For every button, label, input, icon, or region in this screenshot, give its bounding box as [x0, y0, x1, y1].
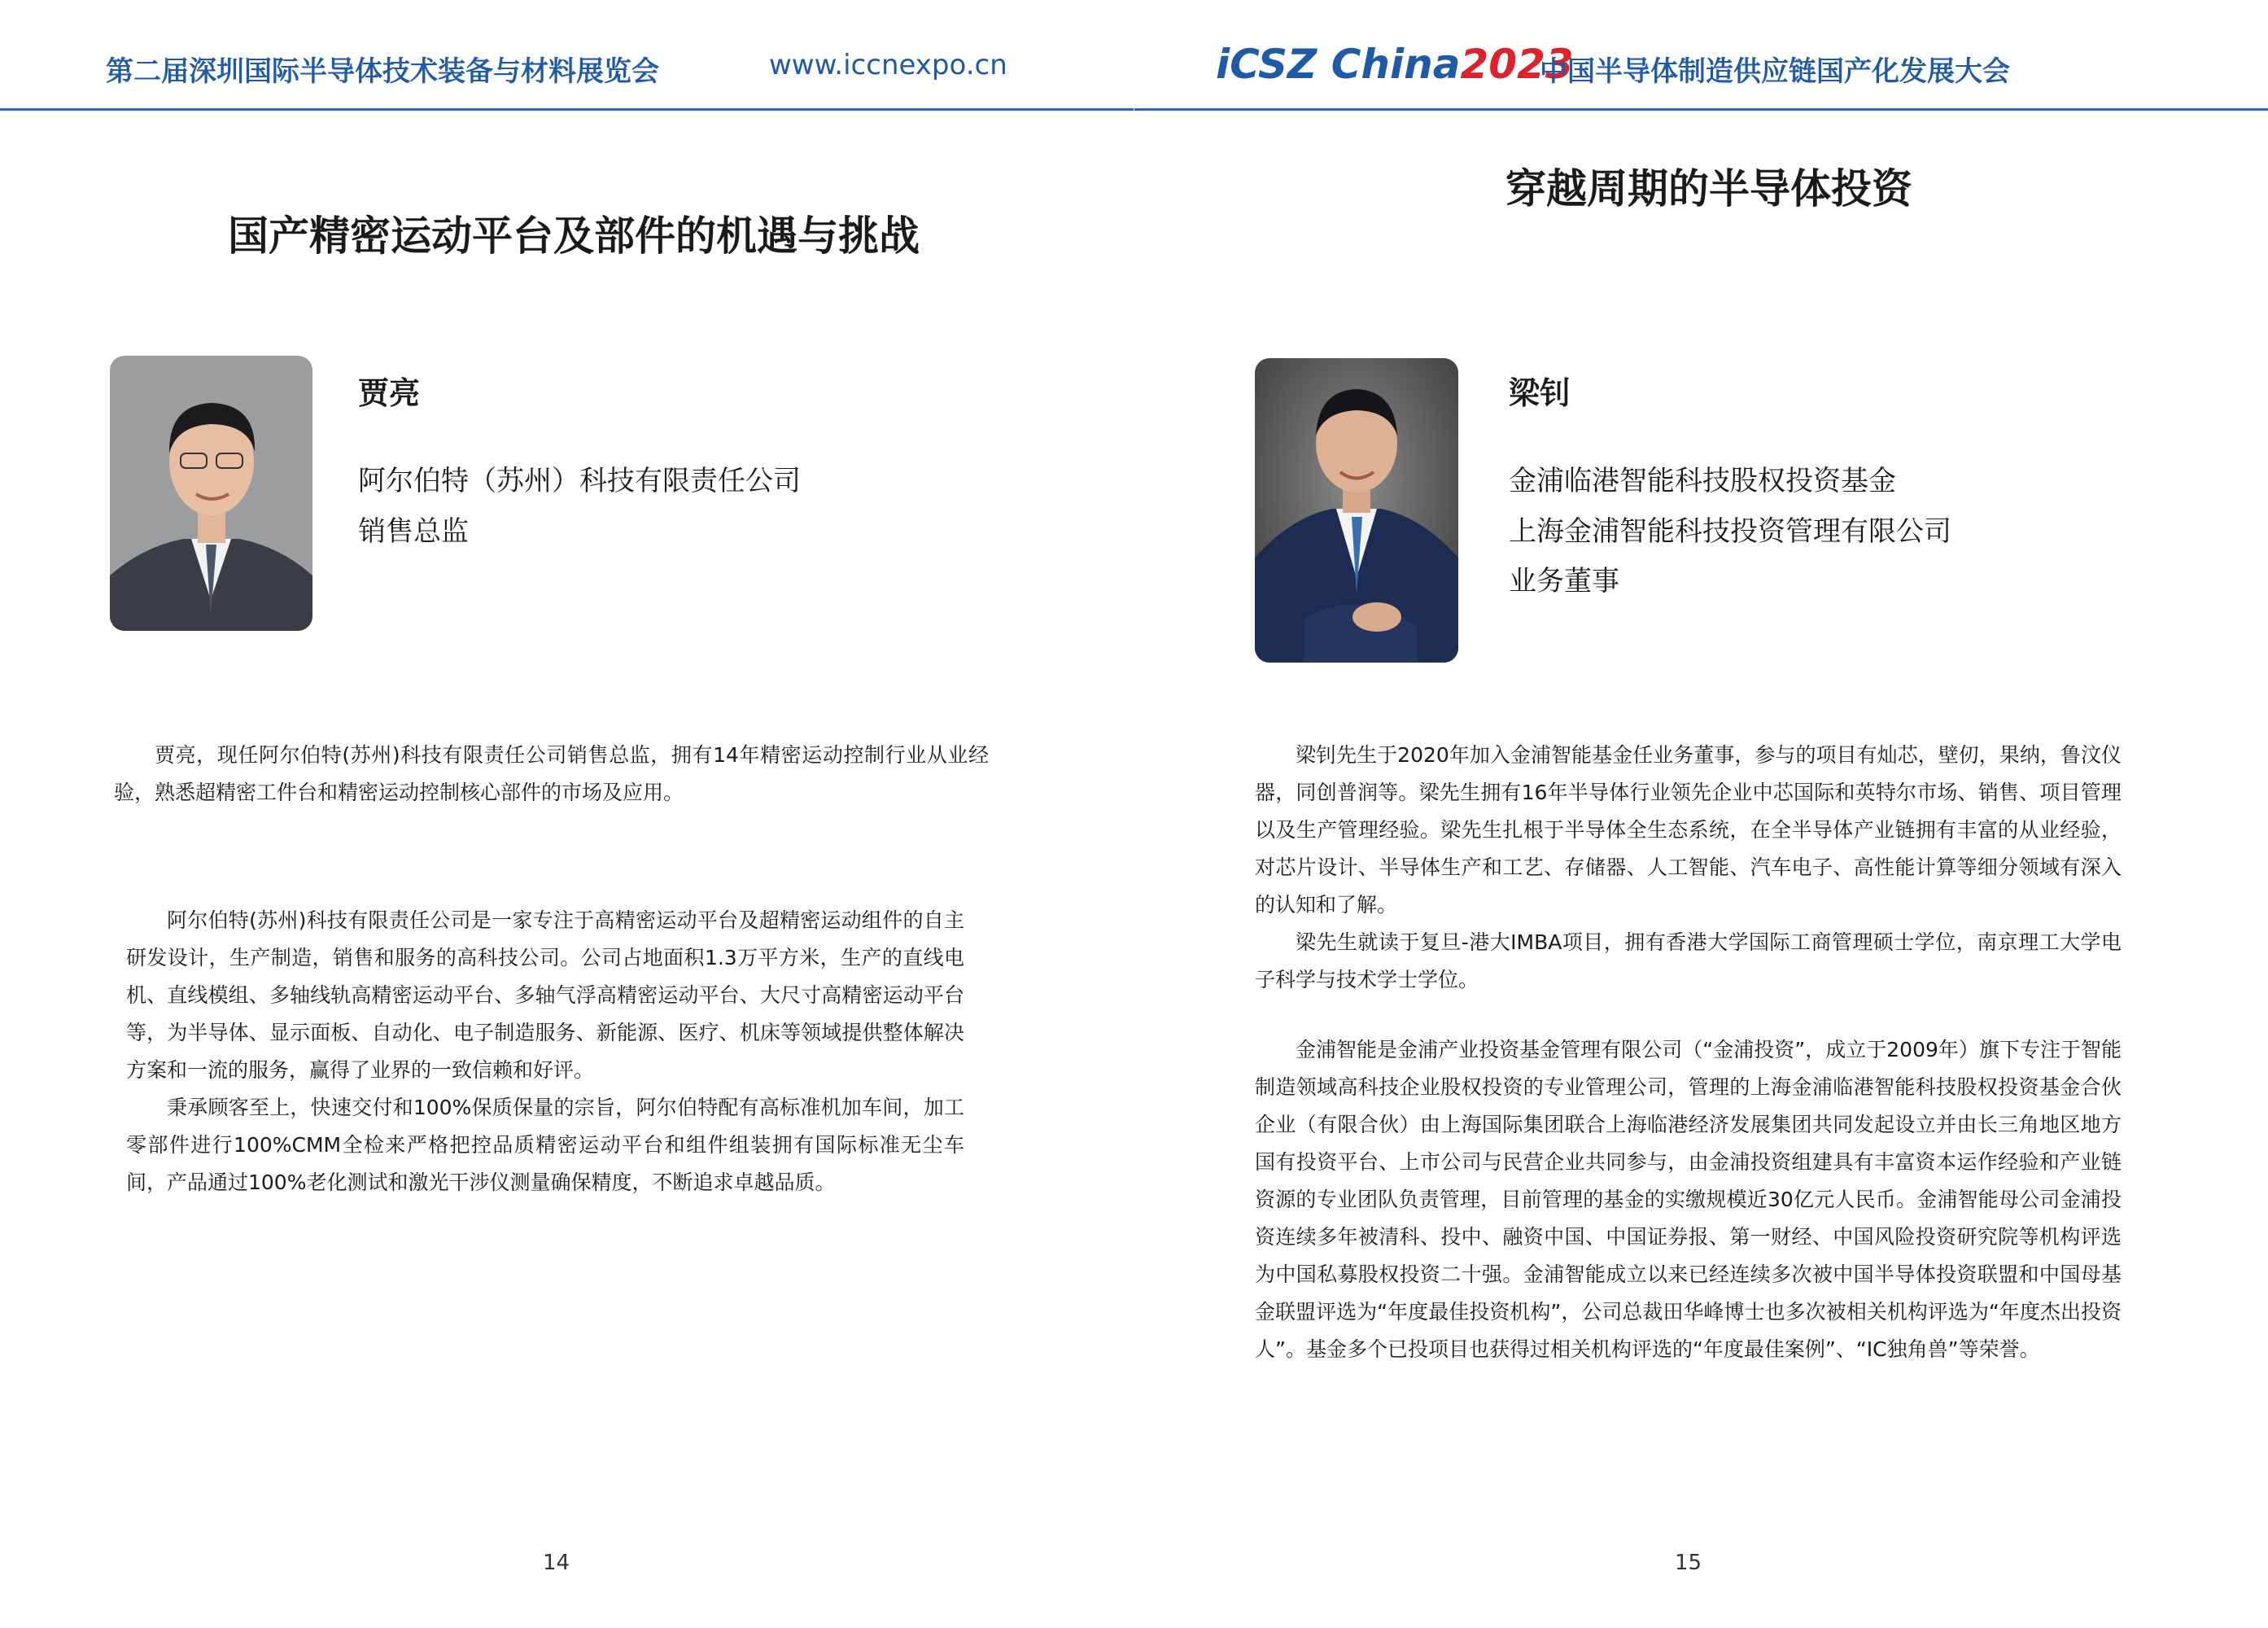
bio-paragraph: 贾亮，现任阿尔伯特(苏州)科技有限责任公司销售总监，拥有14年精密运动控制行业从业经验，熟悉超精密工件台和精密运动控制核心部件的市场及应用。 [114, 743, 989, 804]
speaker-org-1: 金浦临港智能科技股权投资基金 [1509, 465, 1896, 497]
speaker-photo [1255, 358, 1458, 663]
portrait-jia-liang [110, 356, 312, 631]
company-description [126, 902, 964, 1201]
speaker-bio [114, 737, 989, 812]
company-paragraph-1: 阿尔伯特(苏州)科技有限责任公司是一家专注于高精密运动平台及超精密运动组件的自主研发设计，生产制造，销售和服务的高科技公司。公司占地面积1.3万平方米，生产的直线电机、直线模组、多轴线轨高精密运动平台、多轴气浮高精密运动平台、大尺寸高精密运动平台等，为半导体、显示面板、自动化、电子制造服务、新能源、医疗、机床等领域提供整体解决方案和一流的服务，赢得了业界的一致信赖和好评。 [126, 908, 964, 1082]
speaker-company: 阿尔伯特（苏州）科技有限责任公司 [358, 465, 801, 497]
company-paragraph: 金浦智能是金浦产业投资基金管理有限公司（“金浦投资”，成立于2009年）旗下专注于智能制造领域高科技企业股权投资的专业管理公司，管理的上海金浦临港智能科技股权投资基金合伙企业（有限合伙）由上海国际集团联合上海临港经济发展集团共同发起设立并由长三角地区地方国有投资平台、上市公司与民营企业共同参与，由金浦投资组建具有丰富资本运作经验和产业链资源的专业团队负责管理，目前管理的基金的实缴规模近30亿元人民币。金浦智能母公司金浦投资连续多年被清科、投中、融资中国、中国证券报、第一财经、中国风险投资研究院等机构评选为中国私募股权投资二十强。金浦智能成立以来已经连续多次被中国半导体投资联盟和中国母基金联盟评选为“年度最佳投资机构”，公司总裁田华峰博士也多次被相关机构评选为“年度杰出投资人”。基金多个已投项目也获得过相关机构评选的“年度最佳案例”、“IC独角兽”等荣誉。 [1255, 1038, 2122, 1361]
page-number: 14 [543, 1551, 570, 1575]
page-title: 国产精密运动平台及部件的机遇与挑战 [228, 212, 920, 260]
company-description [1255, 1031, 2122, 1368]
speaker-photo [110, 356, 312, 631]
page-title: 穿越周期的半导体投资 [1505, 165, 1912, 212]
speaker-position: 销售总监 [358, 515, 469, 548]
speaker-name: 梁钊 [1509, 375, 1571, 411]
expo-name-header: 第二届深圳国际半导体技术装备与材料展览会 [106, 55, 659, 88]
speaker-position: 业务董事 [1509, 565, 1619, 597]
logo-year: 2023 [1460, 41, 1574, 88]
expo-url[interactable]: www.iccnexpo.cn [769, 49, 1007, 81]
header-divider [1134, 108, 2268, 111]
logo-text: iCSZ China [1216, 41, 1461, 88]
page-number: 15 [1675, 1551, 1702, 1575]
speaker-name: 贾亮 [358, 375, 421, 411]
speaker-bio [1255, 737, 2122, 999]
conference-name-header: 中国半导体制造供应链国产化发展大会 [1540, 55, 2010, 88]
speaker-org-2: 上海金浦智能科技投资管理有限公司 [1509, 515, 1951, 548]
company-paragraph-2: 秉承顾客至上，快速交付和100%保质保量的宗旨，阿尔伯特配有高标准机加车间，加工零部件进行100%CMM全检来严格把控品质精密运动平台和组件组装拥有国际标准无尘车间，产品通过100%老化测试和激光干涉仪测量确保精度，不断追求卓越品质。 [126, 1096, 964, 1194]
portrait-liang-zhao [1255, 358, 1458, 663]
bio-paragraph-1: 梁钊先生于2020年加入金浦智能基金任业务董事，参与的项目有灿芯，壁仞，果纳，鲁汶仪器，同创普润等。梁先生拥有16年半导体行业领先企业中芯国际和英特尔市场、销售、项目管理以及生产管理经验。梁先生扎根于半导体全生态系统，在全半导体产业链拥有丰富的从业经验，对芯片设计、半导体生产和工艺、存储器、人工智能、汽车电子、高性能计算等细分领域有深入的认知和了解。 [1255, 743, 2122, 917]
header-divider [0, 108, 1134, 111]
right-page [1134, 0, 2268, 1628]
conference-logo [1216, 41, 1574, 88]
bio-paragraph-2: 梁先生就读于复旦-港大IMBA项目，拥有香港大学国际工商管理硕士学位，南京理工大学电子科学与技术学士学位。 [1255, 930, 2122, 991]
